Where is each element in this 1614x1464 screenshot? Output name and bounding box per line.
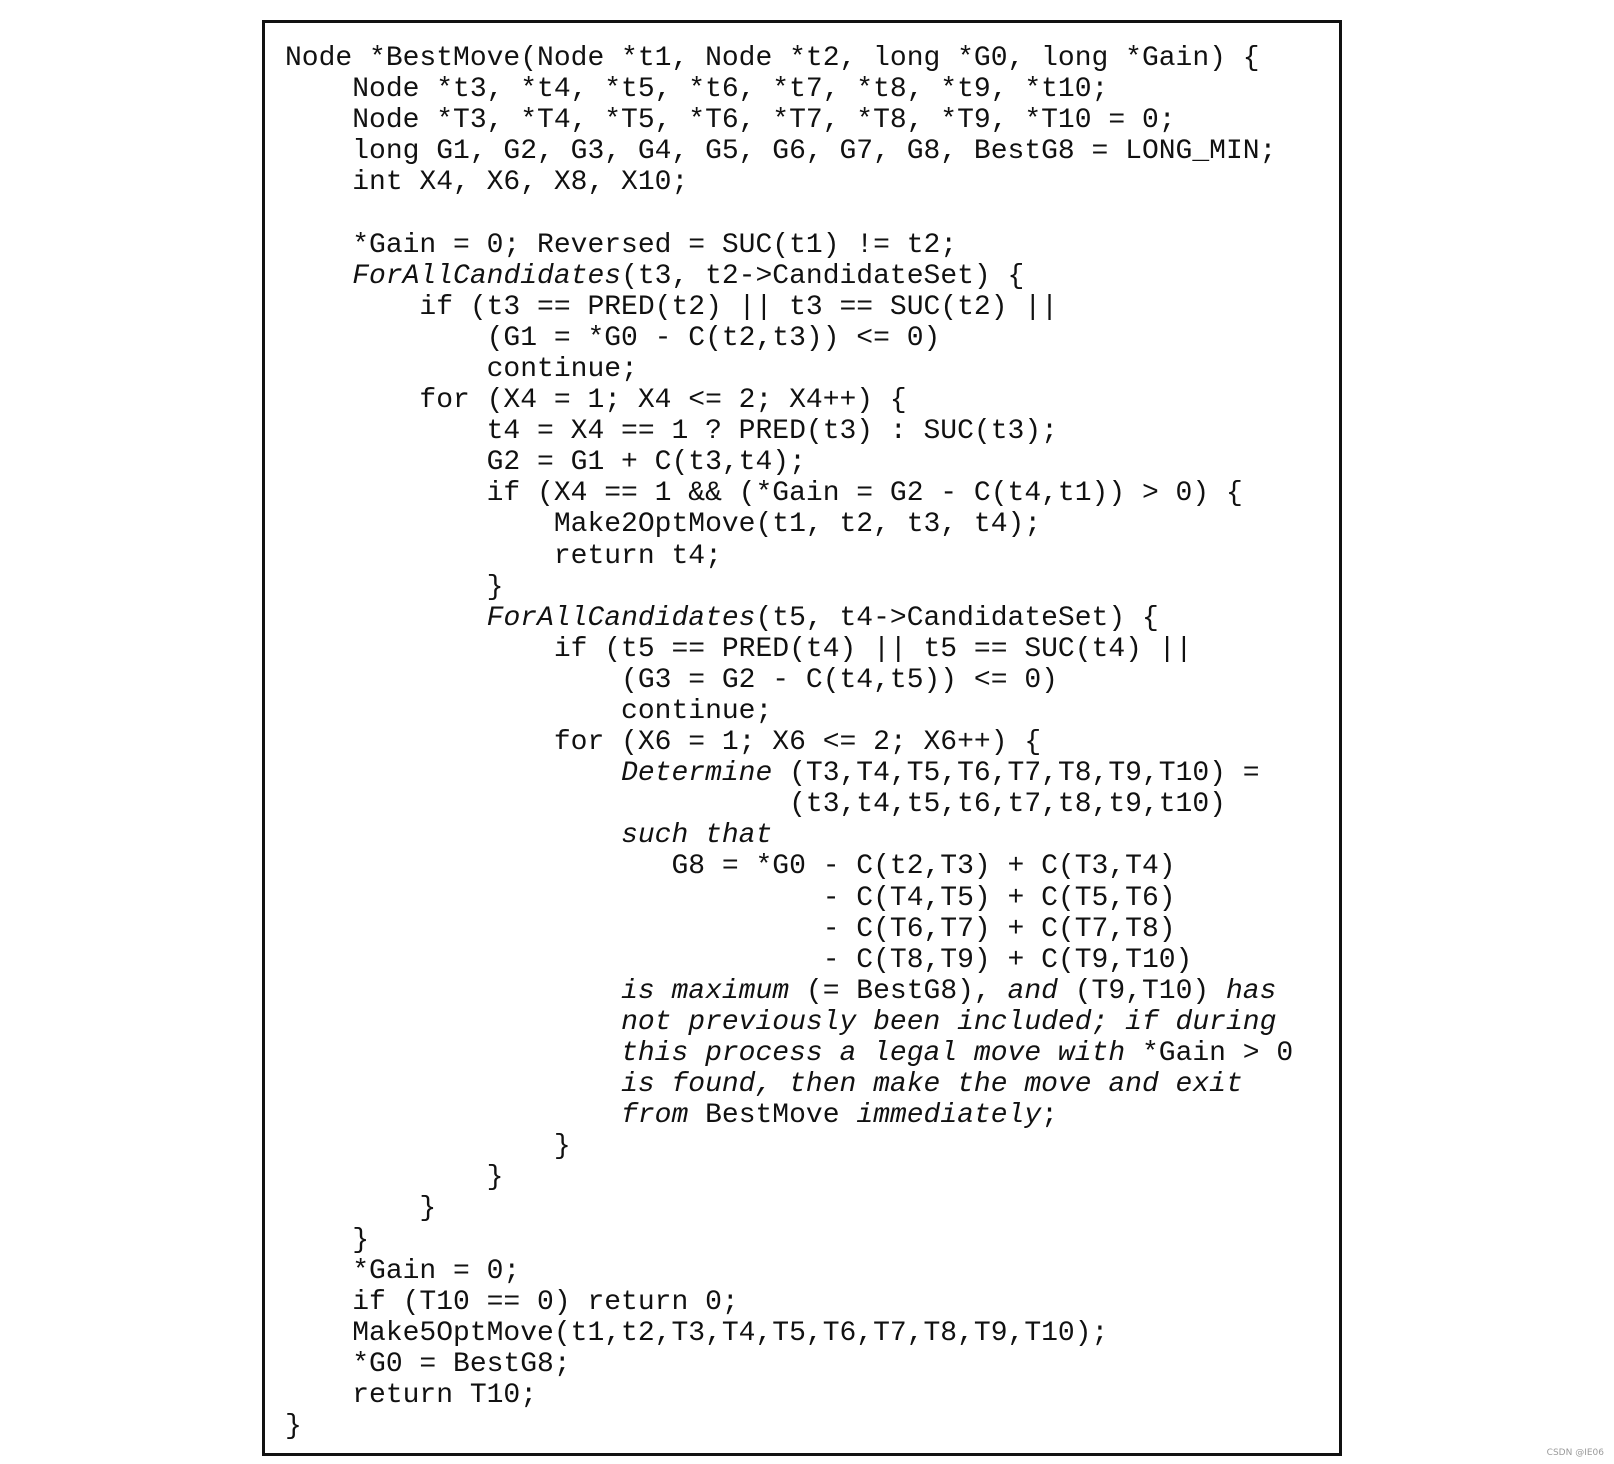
code-text: if (X4 == 1 && (*Gain = G2 - C(t4,t1)) > 0) { [285, 478, 1243, 510]
code-text: long G1, G2, G3, G4, G5, G6, G7, G8, BestG8 = LONG_MIN; [285, 136, 1277, 168]
code-line [285, 261, 1293, 292]
code-line [285, 1380, 1293, 1411]
code-line [285, 572, 1293, 603]
code-italic-text: is found, then make the move and exit [621, 1069, 1243, 1101]
code-italic-text: and [1007, 975, 1058, 1007]
code-line [285, 665, 1293, 696]
code-line [285, 541, 1293, 572]
code-italic-text: ForAllCandidates [486, 602, 756, 634]
code-line [285, 758, 1293, 789]
code-text [285, 1100, 621, 1131]
code-line [285, 323, 1293, 354]
code-text: G8 = *G0 - C(t2,T3) + C(T3,T4) [285, 851, 1176, 883]
code-italic-text: has [1225, 975, 1277, 1007]
code-text: BestMove [688, 1100, 857, 1132]
code-line [285, 1038, 1293, 1069]
code-line [285, 945, 1293, 976]
code-line [285, 1225, 1293, 1256]
code-line [285, 136, 1293, 167]
code-line [285, 230, 1293, 261]
code-text [285, 1069, 621, 1100]
code-text: } [285, 1131, 571, 1163]
code-line [285, 1069, 1293, 1100]
code-line [285, 74, 1293, 105]
code-line [285, 727, 1293, 758]
code-text: if (T10 == 0) return 0; [285, 1286, 739, 1318]
code-italic-text: this process a legal move with [621, 1038, 1126, 1069]
code-text: (= BestG8), [789, 975, 1008, 1007]
watermark: CSDN @IE06 [1546, 1448, 1604, 1458]
code-text: ; [1041, 1100, 1058, 1132]
code-text: (t3,t4,t5,t6,t7,t8,t9,t10) [285, 789, 1226, 821]
code-line [285, 198, 1293, 229]
code-text: } [285, 1193, 437, 1225]
code-text: *G0 = BestG8; [285, 1348, 571, 1380]
code-text: return T10; [285, 1380, 538, 1412]
code-line [285, 603, 1293, 634]
code-text [285, 1007, 621, 1038]
code-text [285, 1038, 621, 1069]
code-italic-text: is maximum [621, 975, 790, 1007]
code-text: (t5, t4->CandidateSet) { [755, 602, 1159, 634]
code-listing-frame [262, 20, 1342, 1456]
code-text: } [285, 1411, 302, 1443]
code-line [285, 1318, 1293, 1349]
code-line [285, 105, 1293, 136]
code-text: continue; [285, 353, 638, 385]
code-text: (G1 = *G0 - C(t2,t3)) <= 0) [285, 322, 941, 354]
code-text: G2 = G1 + C(t3,t4); [285, 447, 806, 479]
code-text: *Gain = 0; [285, 1255, 521, 1287]
code-line [285, 1162, 1293, 1193]
code-line [285, 851, 1293, 882]
code-text: if (t3 == PRED(t2) || t3 == SUC(t2) || [285, 291, 1058, 323]
code-text: for (X4 = 1; X4 <= 2; X4++) { [285, 385, 907, 417]
code-text: t4 = X4 == 1 ? PRED(t3) : SUC(t3); [285, 416, 1058, 448]
code-text: (T9,T10) [1057, 975, 1226, 1007]
code-text: for (X6 = 1; X6 <= 2; X6++) { [285, 727, 1042, 759]
code-line [285, 914, 1293, 945]
code-text: - C(T6,T7) + C(T7,T8) [285, 913, 1176, 945]
code-line [285, 976, 1293, 1007]
code-text [285, 261, 352, 292]
code-text: *Gain > 0 [1125, 1038, 1294, 1069]
code-italic-text: from [621, 1100, 689, 1132]
code-line [285, 1007, 1293, 1038]
code-line [285, 883, 1293, 914]
code-text: (G3 = G2 - C(t4,t5)) <= 0) [285, 664, 1058, 696]
code-text: } [285, 1224, 370, 1256]
code-text: Make2OptMove(t1, t2, t3, t4); [285, 509, 1042, 541]
code-text: - C(T8,T9) + C(T9,T10) [285, 944, 1193, 976]
code-text: if (t5 == PRED(t4) || t5 == SUC(t4) || [285, 633, 1193, 665]
code-line [285, 385, 1293, 416]
code-text: continue; [285, 695, 773, 727]
code-line [285, 354, 1293, 385]
code-line [285, 1256, 1293, 1287]
code-line [285, 1287, 1293, 1318]
code-italic-text: Determine [621, 758, 773, 790]
code-line [285, 696, 1293, 727]
code-text: Node *t3, *t4, *t5, *t6, *t7, *t8, *t9, *t10; [285, 74, 1109, 106]
code-line [285, 1411, 1293, 1442]
code-line [285, 820, 1293, 851]
code-line [285, 447, 1293, 478]
code-text: return t4; [285, 540, 722, 572]
code-line [285, 509, 1293, 540]
code-text: } [285, 571, 504, 603]
code-line [285, 1193, 1293, 1224]
code-line [285, 416, 1293, 447]
code-text [285, 820, 621, 851]
code-text: - C(T4,T5) + C(T5,T6) [285, 882, 1176, 914]
code-text [285, 603, 487, 634]
code-text [285, 758, 621, 789]
code-line [285, 43, 1293, 74]
code-line [285, 167, 1293, 198]
code-text: Make5OptMove(t1,t2,T3,T4,T5,T6,T7,T8,T9,T10); [285, 1317, 1109, 1349]
code-line [285, 1131, 1293, 1162]
code-line [285, 789, 1293, 820]
code-italic-text: such that [621, 820, 773, 852]
code-line [285, 478, 1293, 509]
code-italic-text: not previously been included; if during [621, 1006, 1277, 1038]
code-listing [285, 43, 1293, 1442]
code-italic-text: ForAllCandidates [352, 260, 622, 292]
code-text: int X4, X6, X8, X10; [285, 167, 689, 199]
code-text [285, 976, 621, 1007]
code-text: Node *BestMove(Node *t1, Node *t2, long *G0, long *Gain) { [285, 43, 1260, 74]
code-text: Node *T3, *T4, *T5, *T6, *T7, *T8, *T9, *T10 = 0; [285, 105, 1176, 137]
code-text: (t3, t2->CandidateSet) { [621, 260, 1025, 292]
code-text: } [285, 1162, 504, 1194]
code-line [285, 1349, 1293, 1380]
code-line [285, 292, 1293, 323]
code-italic-text: immediately [856, 1100, 1042, 1132]
code-line [285, 1100, 1293, 1131]
code-text: *Gain = 0; Reversed = SUC(t1) != t2; [285, 229, 958, 261]
code-text: (T3,T4,T5,T6,T7,T8,T9,T10) = [772, 758, 1260, 790]
code-line [285, 634, 1293, 665]
